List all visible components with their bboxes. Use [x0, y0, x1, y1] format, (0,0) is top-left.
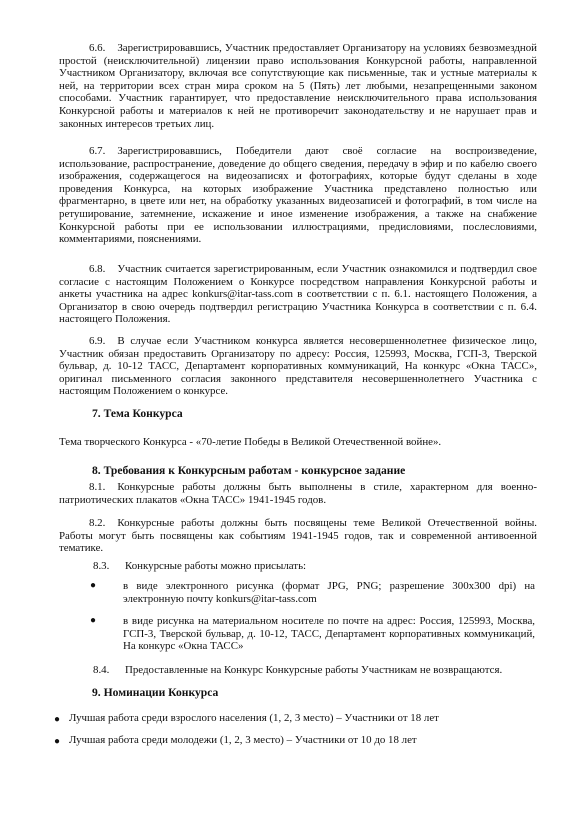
clause-number: 6.9. [89, 335, 106, 347]
clause-8-4-text: Предоставленные на Конкурс Конкурсные работы Участникам не возвращаются. [125, 664, 503, 676]
paragraph-6-7 [59, 145, 537, 246]
bullet-dot: ● [90, 580, 97, 591]
bullet-dot: ● [54, 714, 61, 725]
paragraph-8-1 [59, 481, 537, 506]
clause-8-3-text: Конкурсные работы можно присылать: [125, 560, 307, 572]
clause-text: Зарегистрировавшись, Участник предоставляет Организатору на условиях безвозмездной простой (неисключительной) лицензии право использования Конкурсной работы, направленной Участником Организатору, включая все сопутствующие как письменные, так и устные материалы к ней, на территории всех стран мира сроком на 5 (Пять) лет любыми, незапрещенными законом способами. Участник гарантирует, что предоставление неисключительного права использования Конкурсной работы и материалов к ней не противоречит законодательству и не нарушает прав и законных интересов третьих лиц. [59, 42, 537, 130]
nomination-youth: Лучшая работа среди молодежи (1, 2, 3 место) – Участники от 10 до 18 лет [69, 734, 417, 746]
clause-text: Зарегистрировавшись, Победители дают своё согласие на воспроизведение, использование, распространение, доведение до общего сведения, передачу в эфир и по кабелю своего изображения, содержащегося на видеозаписях и фотографиях, которые будут сделаны в ходе проведения Конкурса, на которых изображение Участника представлено полностью или фрагментарно, в цвете или нет, на обработку указанных видеозаписей и фотографий, в том числе на ретуширование, затемнение, искажение и иное изменение изображения, а также на снабжение Конкурсной работы при ее использовании иллюстрациями, предисловиями, послесловиями, комментариями, пояснениями. [59, 145, 537, 246]
clause-number: 8.2. [89, 517, 106, 529]
paragraph-6-6 [59, 42, 537, 130]
paragraph-8-2 [59, 517, 537, 555]
clause-8-4-number: 8.4. [93, 664, 110, 676]
clause-text: Конкурсные работы должны быть выполнены в стиле, характерном для военно-патриотических плакатов «Окна ТАСС» 1941-1945 годов. [59, 481, 537, 506]
section-9-heading: 9. Номинации Конкурса [92, 686, 219, 699]
clause-number: 8.1. [89, 481, 106, 493]
paragraph-6-8 [59, 263, 537, 326]
nomination-adults: Лучшая работа среди взрослого населения (1, 2, 3 место) – Участники от 18 лет [69, 712, 439, 724]
clause-text: В случае если Участником конкурса является несовершеннолетнее физическое лицо, Участник обязан предоставить Организатору по адресу: Россия, 125993, Москва, ГСП-3, Тверской бульвар, д. 10-12 ТАСС, Департамент корпоративных коммуникаций, На конкурс «Окна ТАСС», оригинал письменного согласия законного представителя несовершеннолетнего Участника с настоящим Положением о конкурсе. [59, 335, 537, 398]
bullet-dot: ● [90, 615, 97, 626]
submission-option-mail: в виде рисунка на материальном носителе по почте на адрес: Россия, 125993, Москва, ГСП-3, Тверской бульвар, д. 10-12, ТАСС, Департамент корпоративных коммуникаций, На конкурс «Окна ТАСС» [123, 615, 535, 653]
clause-8-3-number: 8.3. [93, 560, 110, 572]
clause-number: 6.8. [89, 263, 106, 275]
clause-number: 6.7. [89, 145, 106, 157]
clause-number: 6.6. [89, 42, 106, 54]
section-7-heading: 7. Тема Конкурса [92, 407, 183, 420]
bullet-dot: ● [54, 736, 61, 747]
section-7-theme: Тема творческого Конкурса - «70-летие Победы в Великой Отечественной войне». [59, 436, 442, 448]
clause-text: Участник считается зарегистрированным, если Участник ознакомился и подтвердил свое согласие с настоящим Положением о Конкурсе посредством направления Конкурсной работы и анкеты участника на адрес konkurs@itar-tass.com в соответствии с п. 6.1. настоящего Положения, а Организатор в свою очередь подтвердил регистрацию Участника Конкурса в соответствии с п. 6.4. настоящего Положения. [59, 263, 537, 326]
section-8-heading: 8. Требования к Конкурсным работам - конкурсное задание [92, 464, 406, 477]
paragraph-6-9 [59, 335, 537, 398]
clause-text: Конкурсные работы должны быть посвящены теме Великой Отечественной войны. Работы могут быть посвящены как событиям 1941-1945 годов, так и современной антивоенной тематике. [59, 517, 537, 555]
submission-option-electronic: в виде электронного рисунка (формат JPG, PNG; разрешение 300х300 dpi) на электронную почту konkurs@itar-tass.com [123, 580, 535, 605]
